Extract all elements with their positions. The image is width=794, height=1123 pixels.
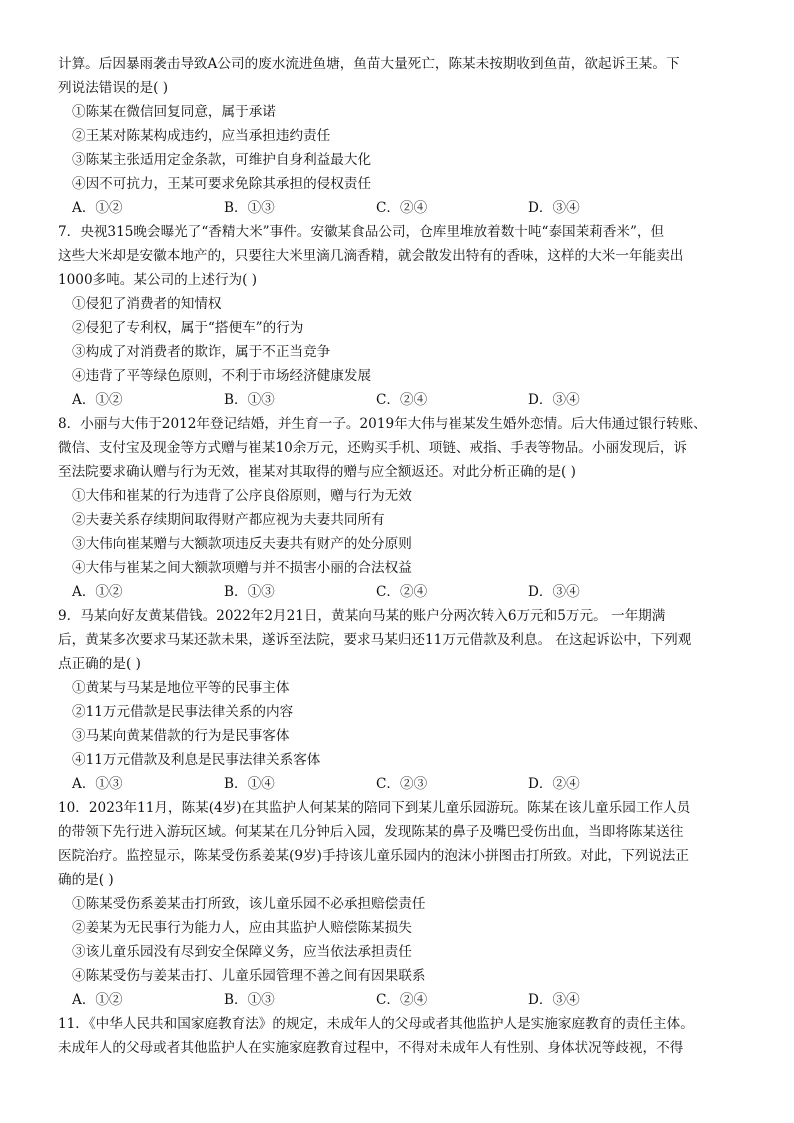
answer-choice: A．①③ xyxy=(72,776,123,792)
statement-option: ②王某对陈某构成违约，应当承担违约责任 xyxy=(72,128,331,144)
statement-option: ②侵犯了专利权，属于“搭便车”的行为 xyxy=(72,320,304,336)
question-block xyxy=(58,52,748,220)
answer-choices xyxy=(72,388,748,412)
question-stem-line: 的带领下先行进入游玩区域。何某某在几分钟后入园，发现陈某的鼻子及嘴巴受伤出血，当即将陈某送往 xyxy=(58,824,684,840)
statement-option: ②姜某为无民事行为能力人，应由其监护人赔偿陈某损失 xyxy=(72,920,412,936)
question-stem-line: 点正确的是( ) xyxy=(58,656,141,672)
answer-choice: A．①② xyxy=(72,200,123,216)
statement-option: ②夫妻关系存续期间取得财产都应视为夫妻共同所有 xyxy=(72,512,385,528)
statement-option: ③构成了对消费者的欺诈，属于不正当竞争 xyxy=(72,344,331,360)
question-stem-line: 至法院要求确认赠与行为无效，崔某对其取得的赠与应全额返还。对此分析正确的是( ) xyxy=(58,464,576,480)
question-stem-line: 1000多吨。某公司的上述行为( ) xyxy=(58,272,258,288)
question-stem-line: 后，黄某多次要求马某还款未果，遂诉至法院，要求马某归还11万元借款及利息。 在这起诉讼中，下列观 xyxy=(58,632,692,648)
statement-option: ①侵犯了消费者的知情权 xyxy=(72,296,222,312)
question-stem-line: 8．小丽与大伟于2012年登记结婚，并生育一子。2019年大伟与崔某发生婚外恋情。后大伟通过银行转账、 xyxy=(58,416,707,432)
answer-choice: D．③④ xyxy=(528,584,580,600)
question-stem-line: 10．2023年11月，陈某(4岁)在其监护人何某某的陪同下到某儿童乐园游玩。陈某在该儿童乐园工作人员 xyxy=(58,800,691,816)
statement-option: ①黄某与马某是地位平等的民事主体 xyxy=(72,680,290,696)
statement-option: ③马某向黄某借款的行为是民事客体 xyxy=(72,728,290,744)
answer-choice: C．②④ xyxy=(376,584,428,600)
question-stem-line: 11．《中华人民共和国家庭教育法》的规定，未成年人的父母或者其他监护人是实施家庭教育的责任主体。 xyxy=(58,1016,694,1032)
statement-option: ①陈某受伤系姜某击打所致，该儿童乐园不必承担赔偿责任 xyxy=(72,896,426,912)
question-stem-line: 这些大米却是安徽本地产的，只要往大米里滴几滴香精，就会散发出特有的香味，这样的大米一年能卖出 xyxy=(58,248,684,264)
answer-choice: C．②④ xyxy=(376,200,428,216)
question-block xyxy=(58,1012,748,1060)
statement-option: ④违背了平等绿色原则，不利于市场经济健康发展 xyxy=(72,368,372,384)
answer-choice: D．③④ xyxy=(528,992,580,1008)
answer-choice: B．①④ xyxy=(224,776,275,792)
answer-choices xyxy=(72,580,748,604)
question-stem-line: 确的是( ) xyxy=(58,872,114,888)
statement-option: ③陈某主张适用定金条款，可维护自身利益最大化 xyxy=(72,152,372,168)
answer-choice: A．①② xyxy=(72,992,123,1008)
question-block xyxy=(58,796,748,1012)
answer-choice: B．①③ xyxy=(224,392,275,408)
answer-choices xyxy=(72,196,748,220)
statement-option: ③该儿童乐园没有尽到安全保障义务，应当依法承担责任 xyxy=(72,944,412,960)
statement-option: ②11万元借款是民事法律关系的内容 xyxy=(72,704,294,720)
answer-choice: A．①② xyxy=(72,584,123,600)
question-stem-line: 9．马某向好友黄某借钱。2022年2月21日，黄某向马某的账户分两次转入6万元和5万元。 一年期满 xyxy=(58,608,666,624)
answer-choices xyxy=(72,772,748,796)
question-stem-line: 列说法错误的是( ) xyxy=(58,80,169,96)
question-block xyxy=(58,220,748,412)
answer-choices xyxy=(72,988,748,1012)
answer-choice: D．③④ xyxy=(528,200,580,216)
exam-page xyxy=(58,52,748,1060)
question-block xyxy=(58,412,748,604)
question-stem-line: 7．央视315晚会曝光了“香精大米”事件。安徽某食品公司，仓库里堆放着数十吨“泰国茉莉香米”，但 xyxy=(58,224,665,240)
answer-choice: C．②④ xyxy=(376,992,428,1008)
answer-choice: C．②③ xyxy=(376,776,428,792)
answer-choice: B．①③ xyxy=(224,584,275,600)
answer-choice: D．③④ xyxy=(528,392,580,408)
question-stem-line: 计算。后因暴雨袭击导致A公司的废水流进鱼塘，鱼苗大量死亡，陈某未按期收到鱼苗，欲起诉王某。下 xyxy=(58,56,680,72)
answer-choice: B．①③ xyxy=(224,200,275,216)
statement-option: ①陈某在微信回复同意，属于承诺 xyxy=(72,104,276,120)
question-stem-line: 微信、支付宝及现金等方式赠与崔某10余万元，还购买手机、项链、戒指、手表等物品。小丽发现后，诉 xyxy=(58,440,688,456)
statement-option: ④大伟与崔某之间大额款项赠与并不损害小丽的合法权益 xyxy=(72,560,412,576)
statement-option: ①大伟和崔某的行为违背了公序良俗原则，赠与行为无效 xyxy=(72,488,412,504)
statement-option: ④11万元借款及利息是民事法律关系客体 xyxy=(72,752,321,768)
statement-option: ③大伟向崔某赠与大额款项违反夫妻共有财产的处分原则 xyxy=(72,536,412,552)
question-block xyxy=(58,604,748,796)
question-stem-line: 医院治疗。监控显示，陈某受伤系姜某(9岁)手持该儿童乐园内的泡沫小拼图击打所致。对此，下列说法正 xyxy=(58,848,689,864)
question-stem-line: 未成年人的父母或者其他监护人在实施家庭教育过程中，不得对未成年人有性别、身体状况等歧视，不得 xyxy=(58,1040,684,1056)
answer-choice: D．②④ xyxy=(528,776,580,792)
statement-option: ④因不可抗力，王某可要求免除其承担的侵权责任 xyxy=(72,176,372,192)
answer-choice: B．①③ xyxy=(224,992,275,1008)
statement-option: ④陈某受伤与姜某击打、儿童乐园管理不善之间有因果联系 xyxy=(72,968,426,984)
answer-choice: A．①② xyxy=(72,392,123,408)
answer-choice: C．②④ xyxy=(376,392,428,408)
